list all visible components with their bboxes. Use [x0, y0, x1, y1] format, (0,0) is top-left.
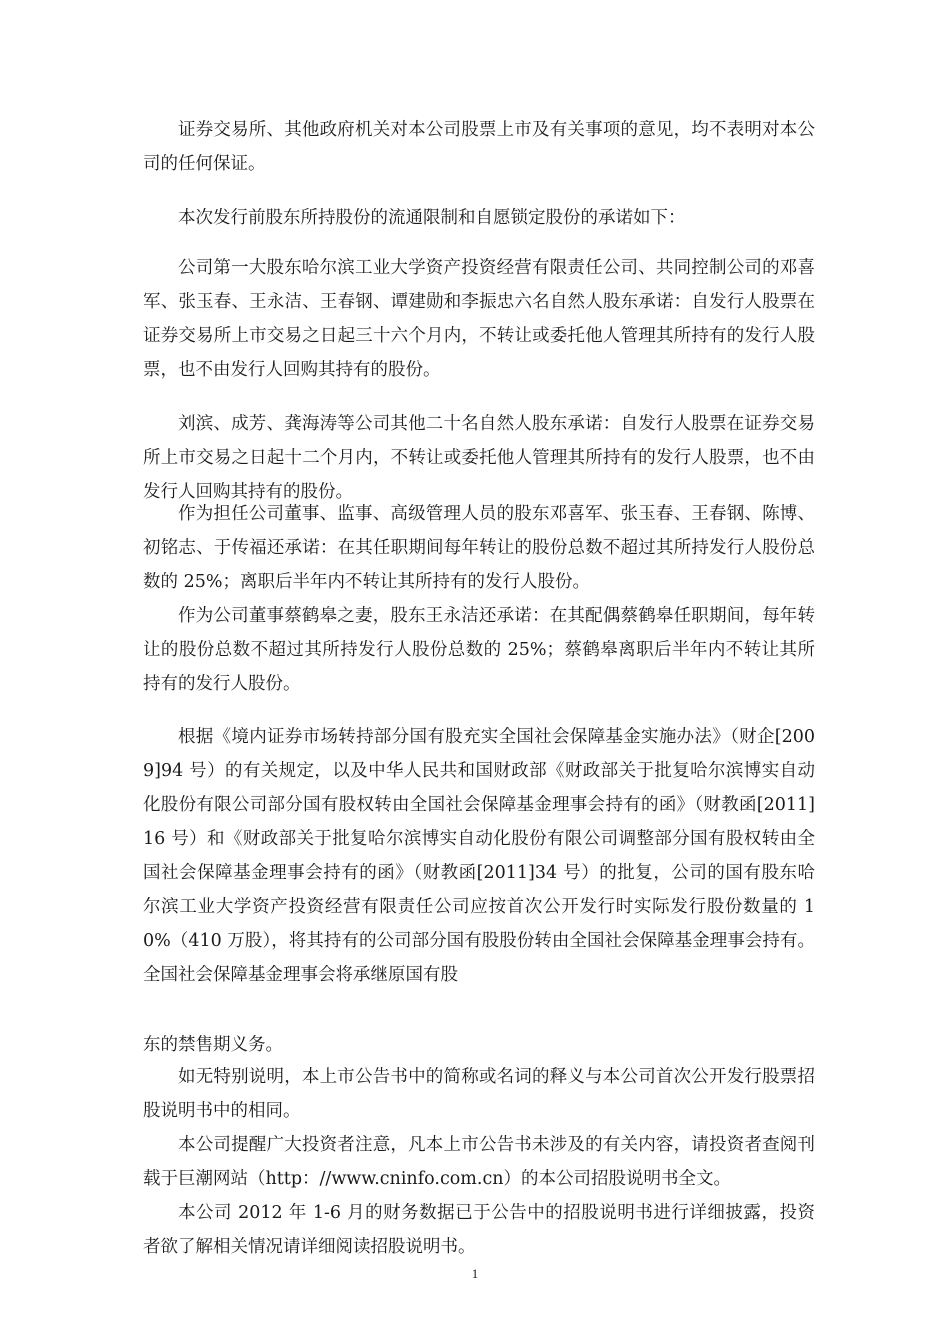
paragraph-other-shareholders-commitment: 刘滨、成芳、龚海涛等公司其他二十名自然人股东承诺：自发行人股票在证券交易所上市交易之日起十二个月内，不转让或委托他人管理其所持有的发行人股票，也不由发行人回购其持有的股份。: [143, 414, 815, 502]
paragraph-spouse-commitment: 作为公司董事蔡鹤皋之妻，股东王永洁还承诺：在其配偶蔡鹤皋任职期间，每年转让的股份总数不超过其所持发行人股份总数的 25%；蔡鹤皋离职后半年内不转让其所持有的发行人股份。: [143, 606, 815, 694]
paragraph-executive-commitment: 作为担任公司董事、监事、高级管理人员的股东邓喜军、张玉春、王春钢、陈博、初铭志、于传福还承诺：在其任职期间每年转让的股份总数不超过其所持发行人股份总数的 25%；离职后半年内不转让其所持有的发行人股份。: [143, 504, 815, 592]
page-number: 1: [471, 1266, 479, 1281]
paragraph-major-shareholder-commitment: 公司第一大股东哈尔滨工业大学资产投资经营有限责任公司、共同控制公司的邓喜军、张玉春、王永洁、王春钢、谭建勋和李振忠六名自然人股东承诺：自发行人股票在证券交易所上市交易之日起三十六个月内，不转让或委托他人管理其所持有的发行人股票，也不由发行人回购其持有的股份。: [143, 258, 815, 380]
paragraph-lockup-obligation: 东的禁售期义务。: [143, 1035, 283, 1055]
paragraph-exchange-opinion: 证券交易所、其他政府机关对本公司股票上市及有关事项的意见，均不表明对本公司的任何保证。: [143, 120, 815, 174]
paragraph-state-shares-transfer: 根据《境内证券市场转持部分国有股充实全国社会保障基金实施办法》（财企[2009]94 号）的有关规定，以及中华人民共和国财政部《财政部关于批复哈尔滨博实自动化股份有限公司部分国有股权转由全国社会保障基金理事会持有的函》（财教函[2011]16 号）和《财政部关于批复哈尔滨博实自动化股份有限公司调整部分国有股权转由全国社会保障基金理事会持有的函》（财教函[2011]34 号）的批复，公司的国有股东哈尔滨工业大学资产投资经营有限责任公司应按首次公开发行时实际发行股份数量的 10%（410 万股），将其持有的公司部分国有股股份转由全国社会保障基金理事会持有。全国社会保障基金理事会将承继原国有股: [143, 727, 815, 985]
paragraph-investor-reminder: 本公司提醒广大投资者注意，凡本上市公告书未涉及的有关内容，请投资者查阅刊载于巨潮网站（http：//www.cninfo.com.cn）的本公司招股说明书全文。: [143, 1135, 815, 1189]
paragraph-definitions: 如无特别说明，本上市公告书中的简称或名词的释义与本公司首次公开发行股票招股说明书中的相同。: [143, 1067, 815, 1121]
paragraph-financial-data: 本公司 2012 年 1-6 月的财务数据已于公告中的招股说明书进行详细披露，投资者欲了解相关情况请详细阅读招股说明书。: [143, 1203, 815, 1257]
paragraph-lockup-intro: 本次发行前股东所持股份的流通限制和自愿锁定股份的承诺如下：: [178, 208, 686, 228]
